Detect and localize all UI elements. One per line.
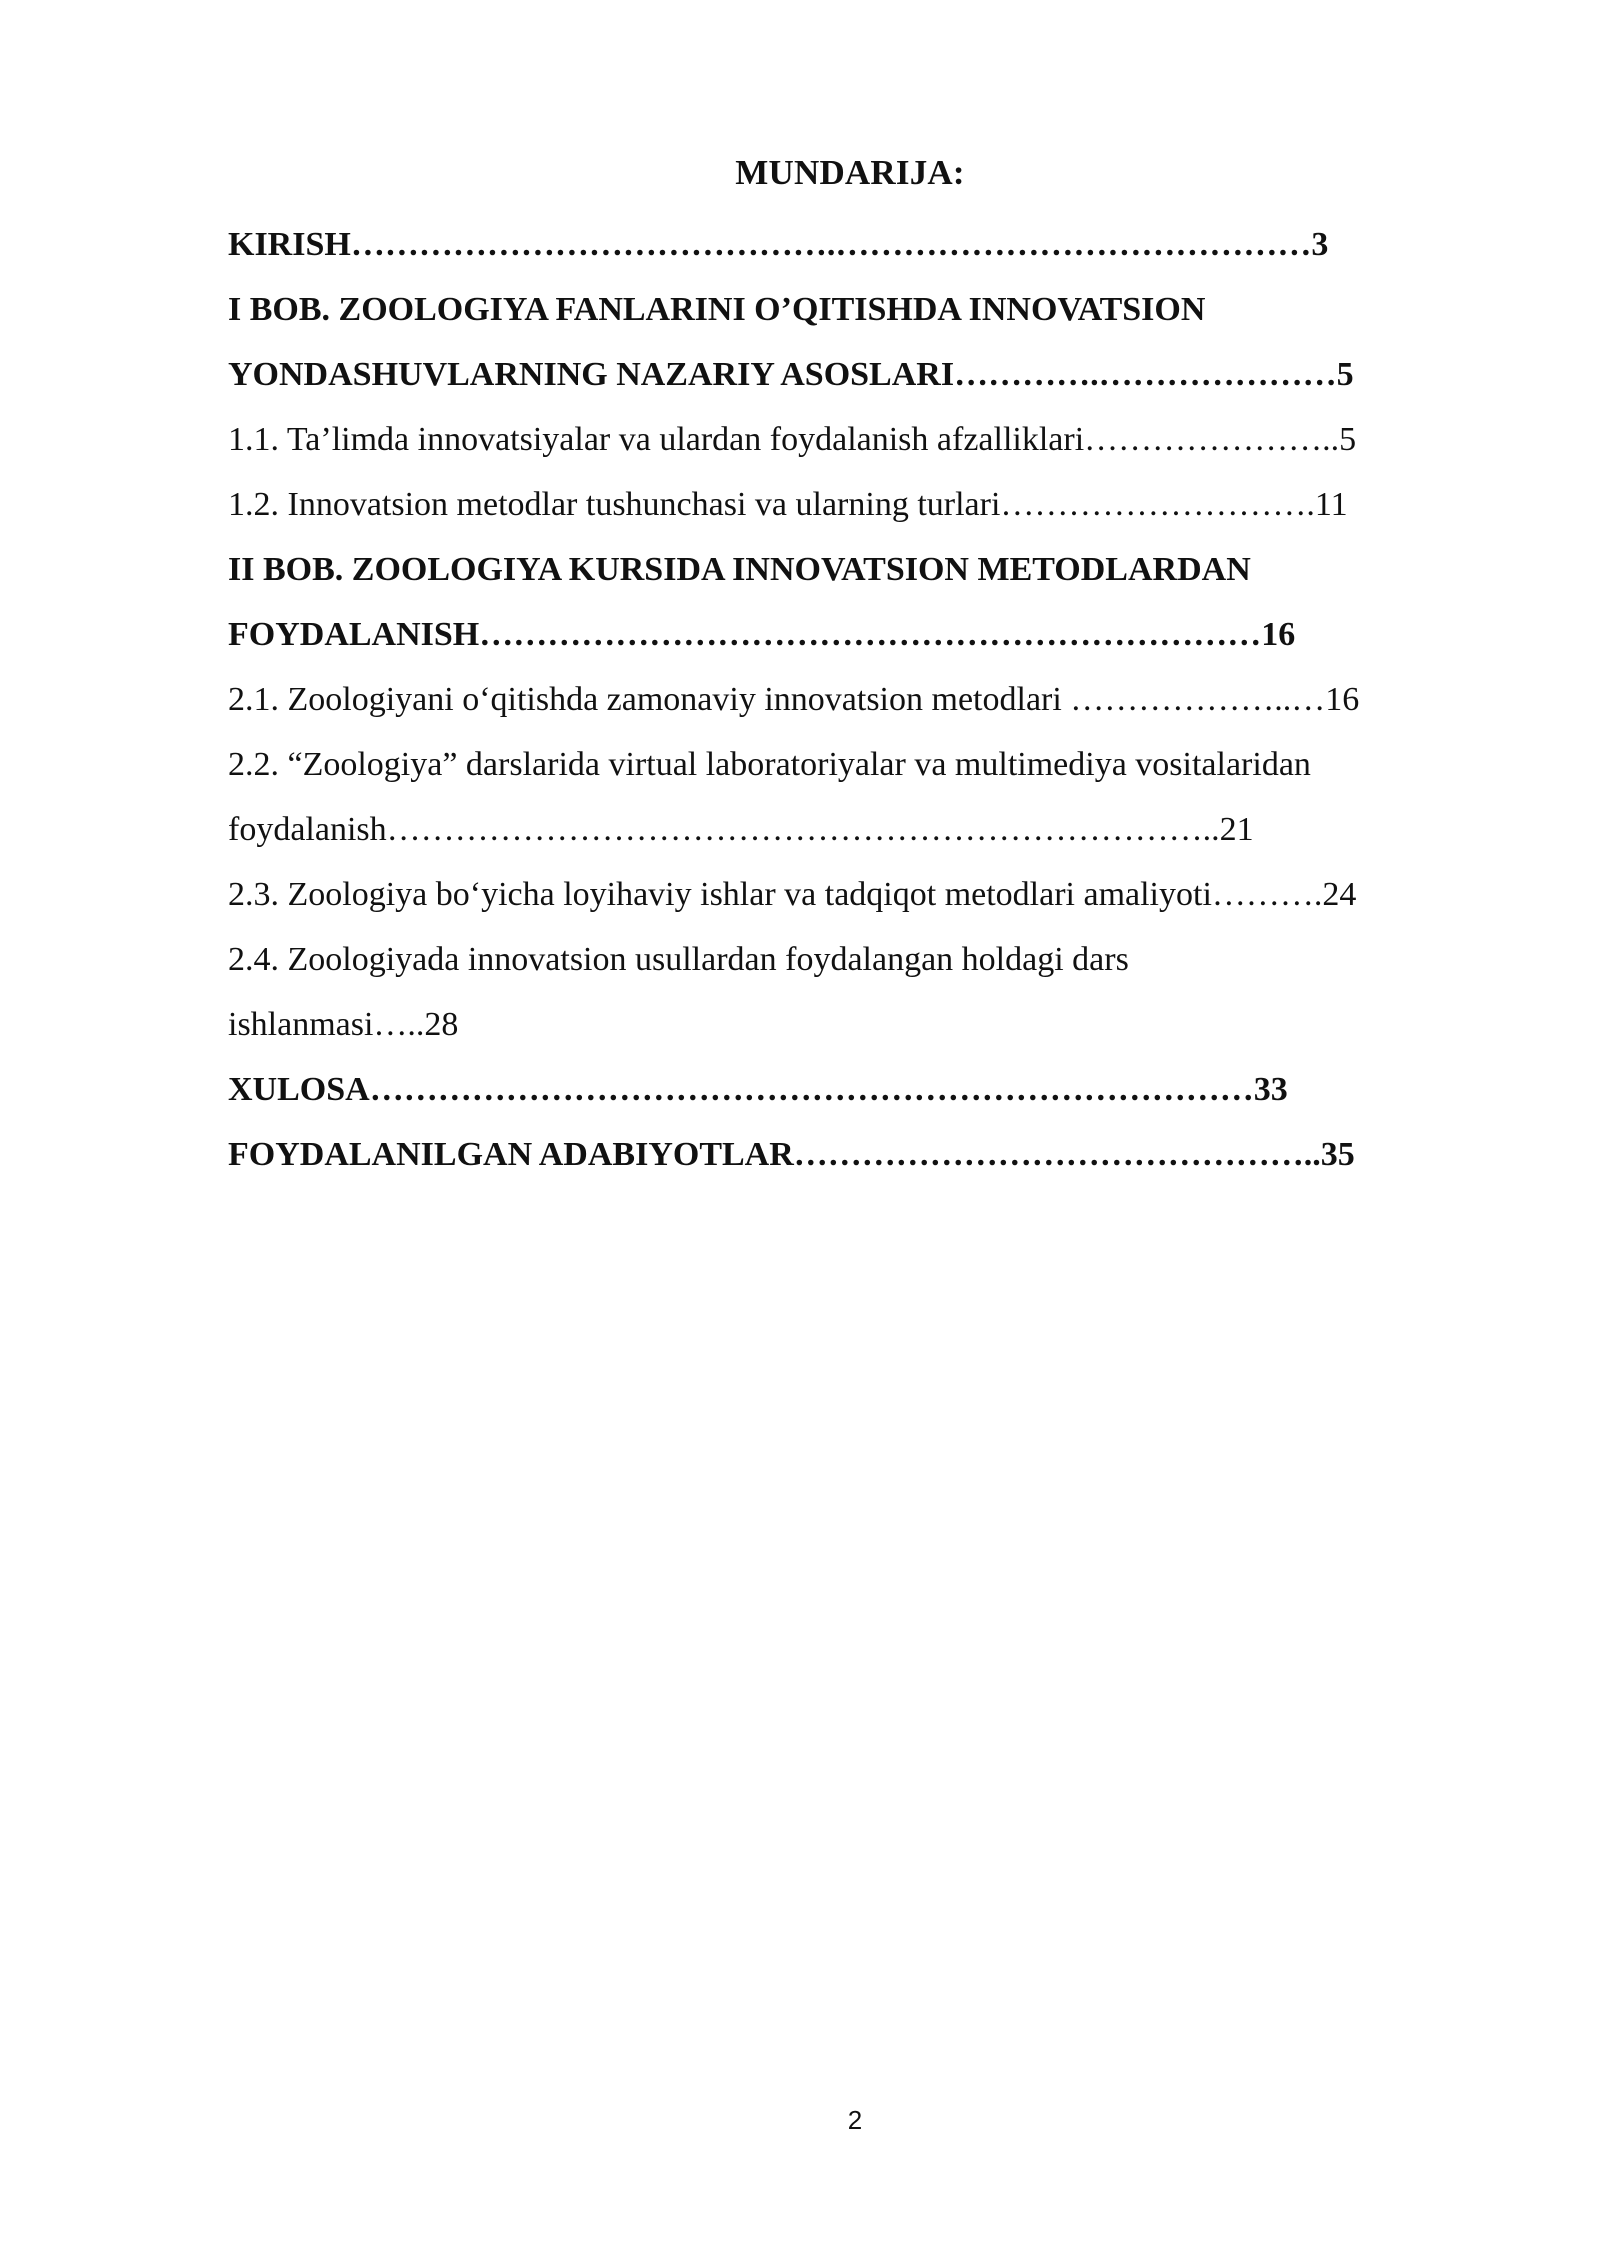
toc-entry-section-2-4-line-2[interactable]: ishlanmasi…..28 [228,1006,459,1043]
toc-entry-chapter-1-title-line-2[interactable]: YONDASHUVLARNING NAZARIY ASOSLARI………….…………………5 [228,356,1354,393]
toc-entry-section-1-1[interactable]: 1.1. Ta’limda innovatsiyalar va ulardan foydalanish afzalliklari…………………..5 [228,421,1357,458]
toc-entry-section-2-2-line-1[interactable]: 2.2. “Zoologiya” darslarida virtual laboratoriyalar va multimediya vositalaridan [228,746,1311,783]
toc-entry-chapter-1-title-line-1[interactable]: I BOB. ZOOLOGIYA FANLARINI O’QITISHDA INNOVATSION [228,291,1206,328]
page-number: 2 [847,2105,863,2135]
toc-entry-section-2-1[interactable]: 2.1. Zoologiyani o‘qitishda zamonaviy innovatsion metodlari ………………..…16 [228,681,1360,718]
toc-entry-section-1-2[interactable]: 1.2. Innovatsion metodlar tushunchasi va ularning turlari……………………….11 [228,486,1348,523]
toc-heading: MUNDARIJA: [735,153,965,192]
toc-entry-xulosa[interactable]: XULOSA……………………………………………………………………33 [228,1071,1288,1108]
toc-entry-kirish[interactable]: KIRISH…………………………………….……………………………………3 [228,226,1329,263]
toc-entry-chapter-2-title-line-2[interactable]: FOYDALANISH……………………………………………………………16 [228,616,1296,653]
toc-entry-section-2-2-line-2[interactable]: foydalanish………………………………………………………………..21 [228,811,1254,848]
table-of-contents [228,212,1488,1187]
toc-entry-references[interactable]: FOYDALANILGAN ADABIYOTLAR………………………………………..35 [228,1136,1355,1173]
toc-entry-chapter-2-title-line-1[interactable]: II BOB. ZOOLOGIYA KURSIDA INNOVATSION METODLARDAN [228,551,1251,588]
toc-entry-section-2-3[interactable]: 2.3. Zoologiya bo‘yicha loyihaviy ishlar va tadqiqot metodlari amaliyoti……….24 [228,876,1357,913]
toc-entry-section-2-4-line-1[interactable]: 2.4. Zoologiyada innovatsion usullardan foydalangan holdagi dars [228,941,1129,978]
